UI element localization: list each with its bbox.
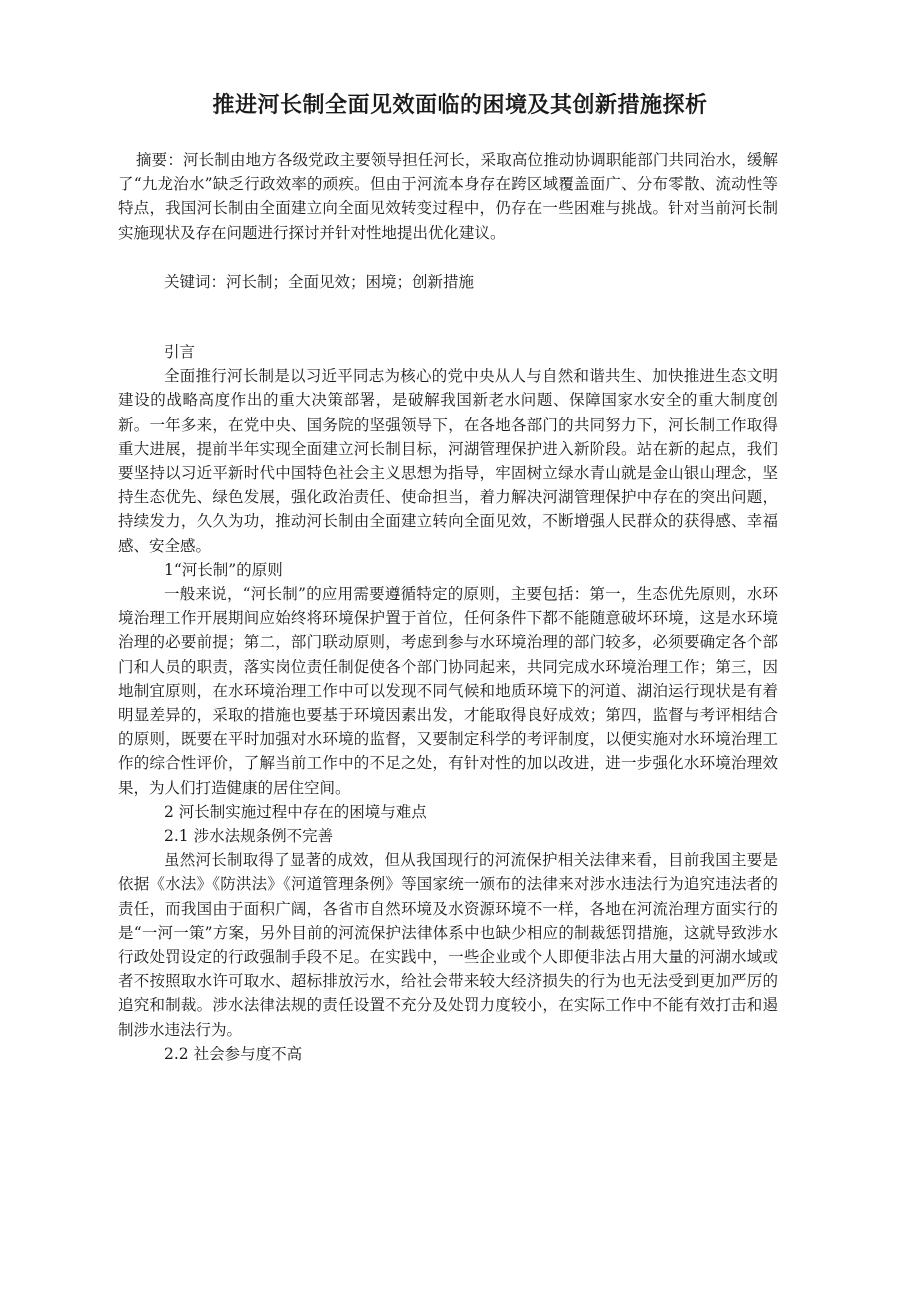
section-2-2-heading: 2.2 社会参与度不高 [164,1044,303,1063]
document-title: 推进河长制全面见效面临的困境及其创新措施探析 [212,93,708,118]
intro-heading: 引言 [164,343,196,361]
section-2-1-paragraph: 虽然河长制取得了显著的成效，但从我国现行的河流保护相关法律来看，目前我国主要是依据《水法》《防洪法》《河道管理条例》等国家统一颁布的法律来对涉水违法行为追究违法者的责任，而我国由于面积广阔，各省市自然环境及水资源环境不一样，各地在河流治理方面实行的是“一河一策”方案，另外目前的河流保护法律体系中也缺少相应的制裁惩罚措施，这就导致涉水行政处罚设定的行政强制手段不足。在实践中，一些企业或个人即便非法占用大量的河湖水域或者不按照取水许可取水、超标排放污水，给社会带来较大经济损失的行为也无法受到更加严厉的追究和制裁。涉水法律法规的责任设置不充分及处罚力度较小，在实际工作中不能有效打击和遏制涉水违法行为。 [118,851,778,1039]
abstract-paragraph: 摘要：河长制由地方各级党政主要领导担任河长，采取高位推动协调职能部门共同治水，缓解了“九龙治水”缺乏行政效率的顽疾。但由于河流本身存在跨区域覆盖面广、分布零散、流动性等特点，我国河长制由全面建立向全面见效转变过程中，仍存在一些困难与挑战。针对当前河长制实施现状及存在问题进行探讨并针对性地提出优化建议。 [118,151,778,242]
main-content [118,340,778,1066]
section-1-heading: 1“河长制”的原则 [164,560,283,579]
section-1-paragraph: 一般来说，“河长制”的应用需要遵循特定的原则，主要包括：第一，生态优先原则，水环境治理工作开展期间应始终将环境保护置于首位，任何条件下都不能随意破坏环境，这是水环境治理的必要前提；第二，部门联动原则，考虑到参与水环境治理的部门较多，必须要确定各个部门和人员的职责，落实岗位责任制促使各个部门协同起来，共同完成水环境治理工作；第三，因地制宜原则，在水环境治理工作中可以发现不同气候和地质环境下的河道、湖泊运行现状是有着明显差异的，采取的措施也要基于环境因素出发，才能取得良好成效；第四，监督与考评相结合的原则，既要在平时加强对水环境的监督，又要制定科学的考评制度，以便实施对水环境治理工作的综合性评价，了解当前工作中的不足之处，有针对性的加以改进，进一步强化水环境治理效果，为人们打造健康的居住空间。 [118,585,778,797]
section-2-heading: 2 河长制实施过程中存在的困境与难点 [164,802,427,821]
section-2-1-heading: 2.1 涉水法规条例不完善 [164,827,334,846]
intro-paragraph: 全面推行河长制是以习近平同志为核心的党中央从人与自然和谐共生、加快推进生态文明建设的战略高度作出的重大决策部署，是破解我国新老水问题、保障国家水安全的重大制度创新。一年多来，在党中央、国务院的坚强领导下，在各地各部门的共同努力下，河长制工作取得重大进展，提前半年实现全面建立河长制目标，河湖管理保护进入新阶段。站在新的起点，我们要坚持以习近平新时代中国特色社会主义思想为指导，牢固树立绿水青山就是金山银山理念，坚持生态优先、绿色发展，强化政治责任、使命担当，着力解决河湖管理保护中存在的突出问题，持续发力，久久为功，推动河长制由全面建立转向全面见效，不断增强人民群众的获得感、幸福感、安全感。 [118,367,778,555]
keywords-line: 关键词：河长制；全面见效；困境；创新措施 [164,273,475,291]
